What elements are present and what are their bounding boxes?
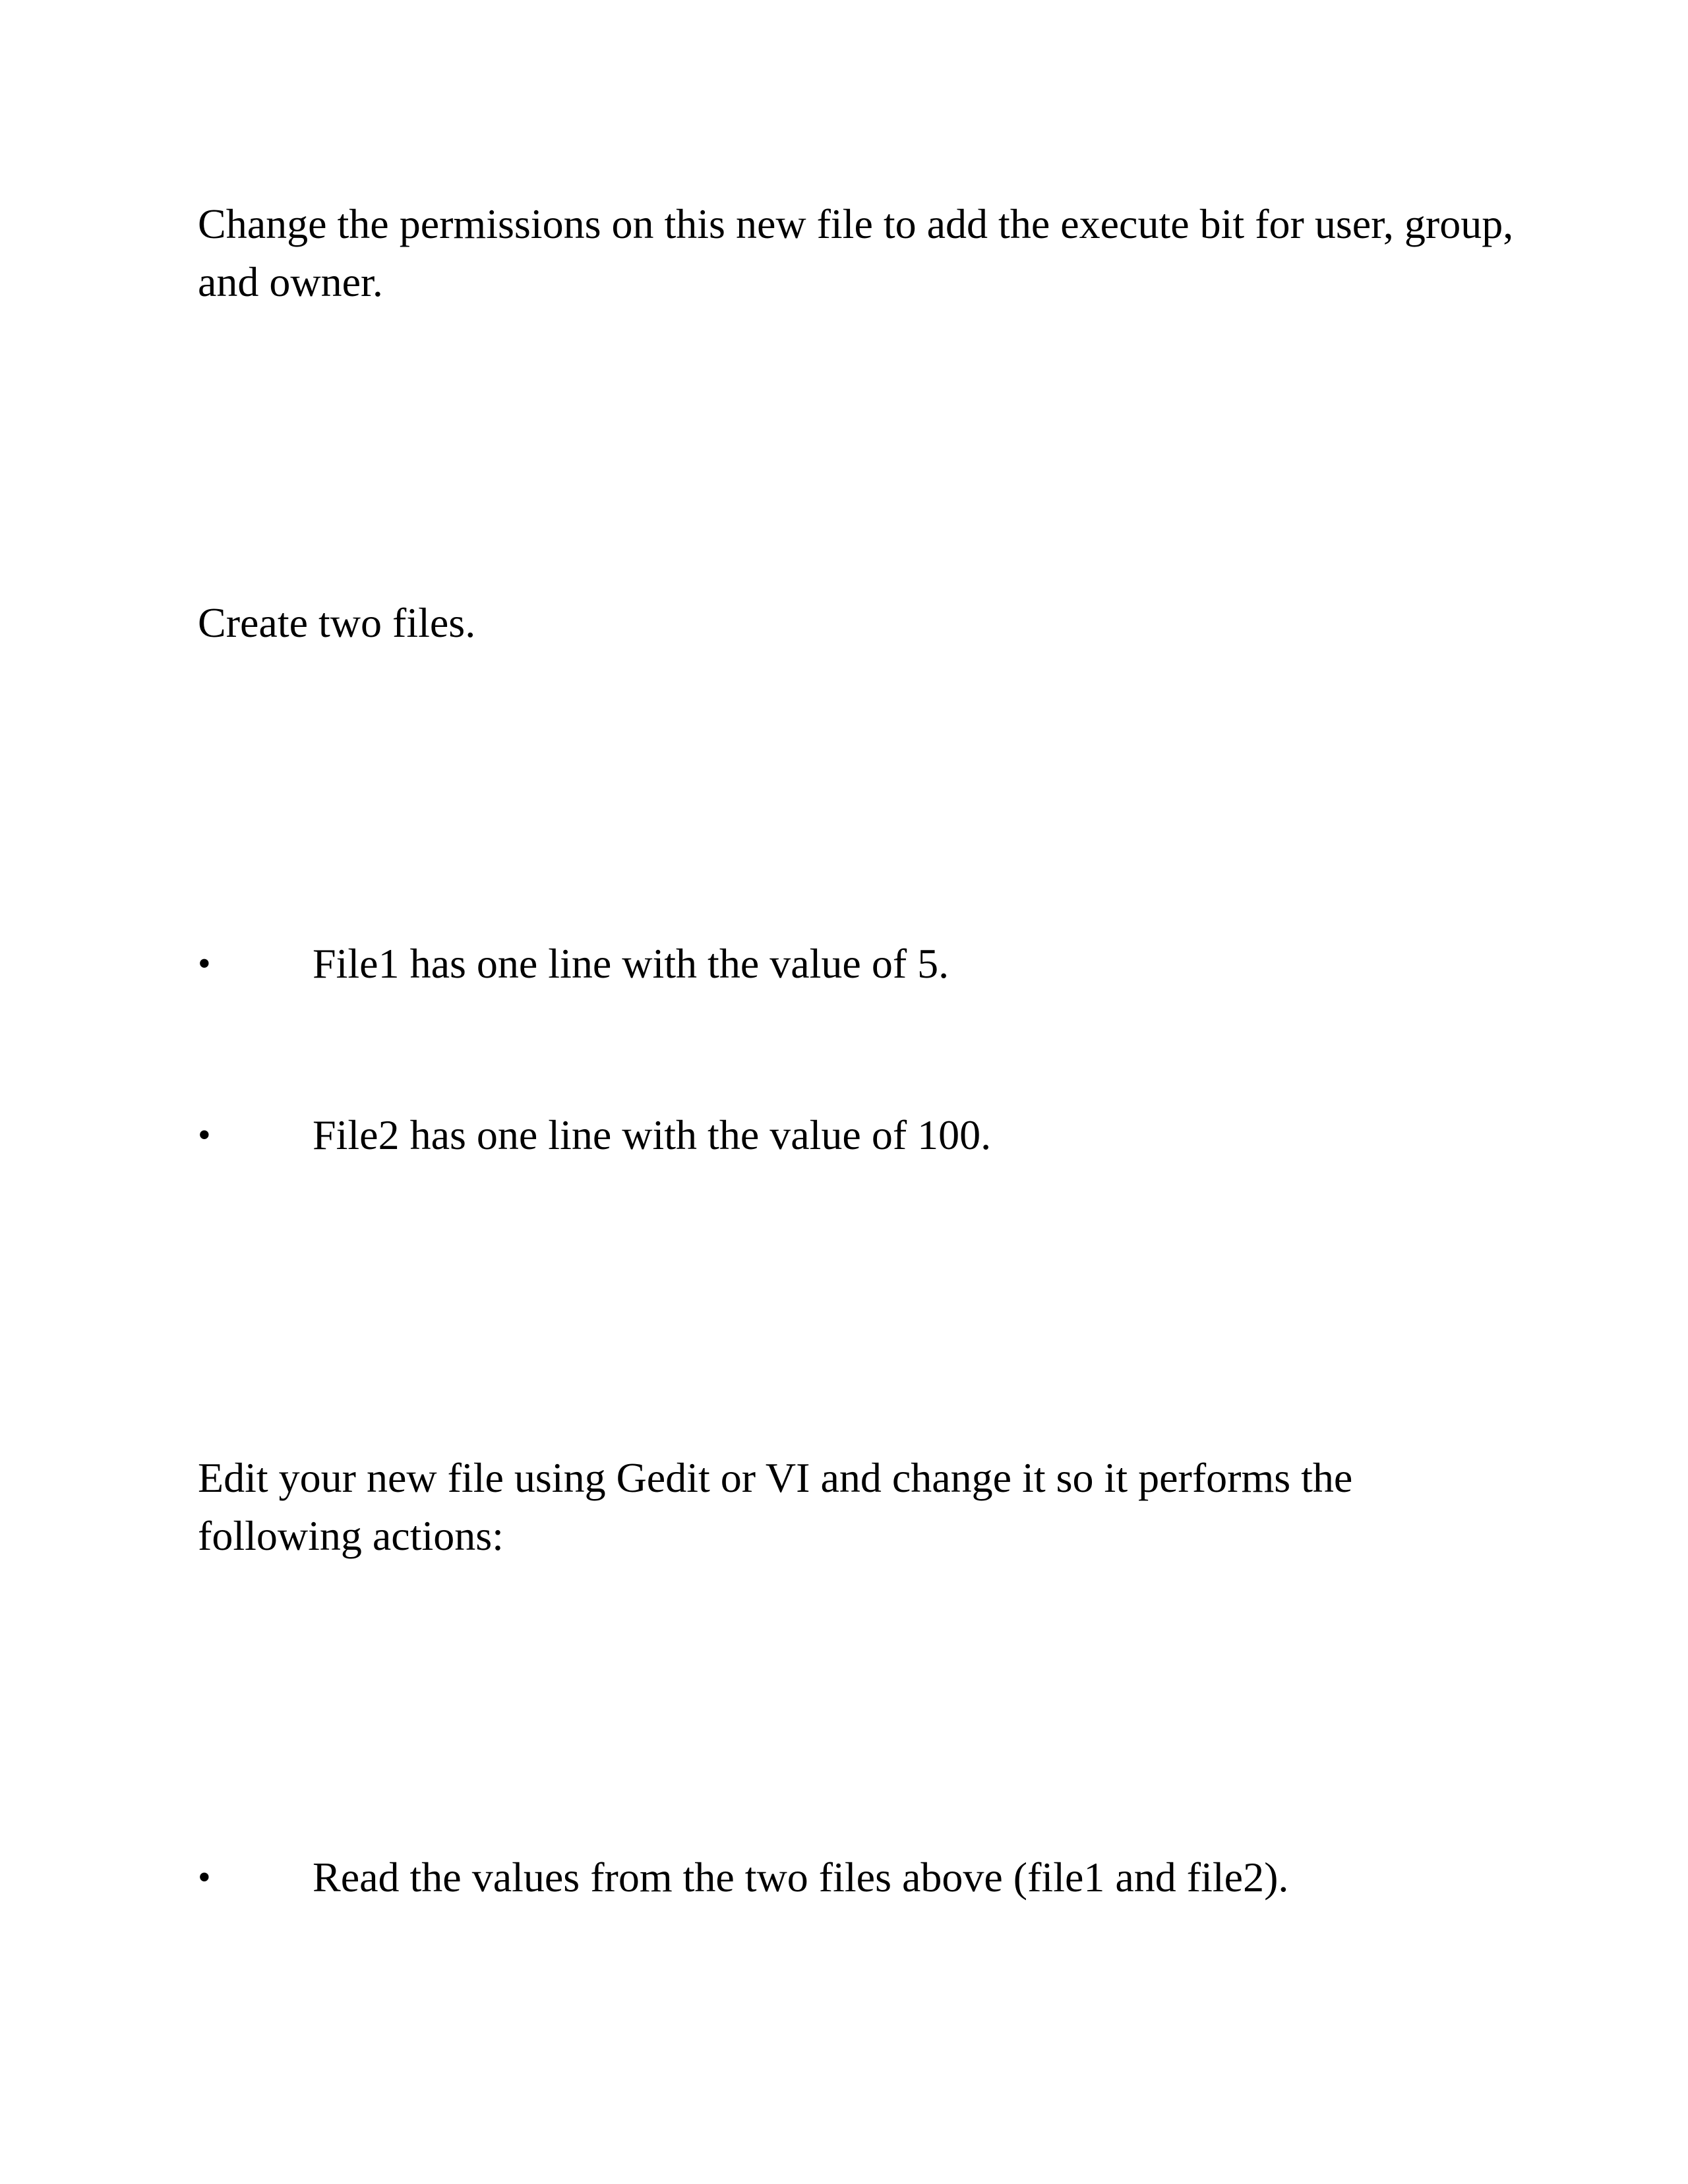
- list-item: [198, 1106, 1517, 1164]
- list-item: [198, 935, 1517, 993]
- list-item-text: File1 has one line with the value of 5.: [313, 940, 950, 987]
- paragraph-permissions: Change the permissions on this new file to add the execute bit for user, group, and owner.: [198, 200, 1514, 305]
- paragraph-create-files: Create two files.: [198, 599, 476, 646]
- bullet-icon: •: [198, 943, 211, 984]
- list-item-text: Read the values from the two files above (file1 and file2).: [313, 1854, 1289, 1901]
- list-item: [198, 1848, 1517, 1906]
- list-item-text: File2 has one line with the value of 100.: [313, 1111, 992, 1158]
- bullet-icon: •: [198, 1115, 211, 1156]
- bullet-icon: •: [198, 1857, 211, 1898]
- paragraph-edit-file: Edit your new file using Gedit or VI and change it so it performs the following actions:: [198, 1454, 1353, 1559]
